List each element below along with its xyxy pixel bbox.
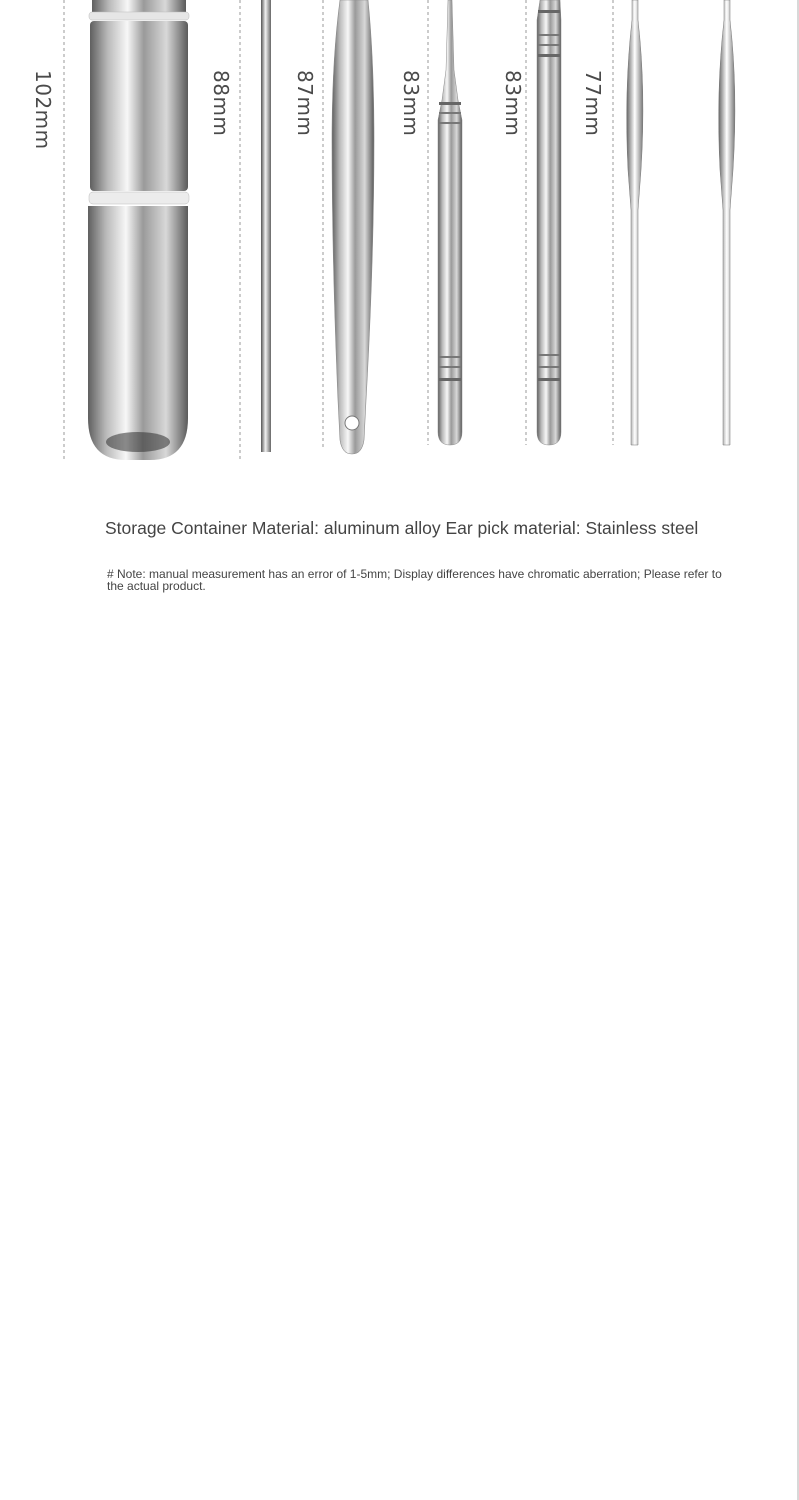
spoon-pick-2-image bbox=[719, 0, 735, 445]
dimension-label-container: 102mm bbox=[31, 70, 55, 150]
dimension-label-thin-rod: 88mm bbox=[209, 70, 233, 137]
material-description: Storage Container Material: aluminum alloy Ear pick material: Stainless steel bbox=[105, 518, 699, 538]
dimension-label-ear-pick-2: 83mm bbox=[501, 70, 525, 137]
dimension-label-ear-pick-1: 83mm bbox=[399, 70, 423, 137]
dimension-label-spoon-pick: 77mm bbox=[581, 70, 605, 137]
flat-tweezer-image bbox=[332, 0, 374, 454]
measurement-note: # Note: manual measurement has an error of 1-5mm; Display differences have chromatic aberration; Please refer to the actual product. bbox=[107, 567, 722, 593]
storage-container-image bbox=[88, 0, 189, 460]
ear-pick-1-image bbox=[438, 0, 462, 445]
product-dimension-figure bbox=[0, 0, 799, 470]
spoon-pick-1-image bbox=[627, 0, 643, 445]
dimension-label-tweezer: 87mm bbox=[293, 70, 317, 137]
thin-rod-image bbox=[261, 0, 271, 452]
ear-pick-2-image bbox=[537, 0, 561, 445]
